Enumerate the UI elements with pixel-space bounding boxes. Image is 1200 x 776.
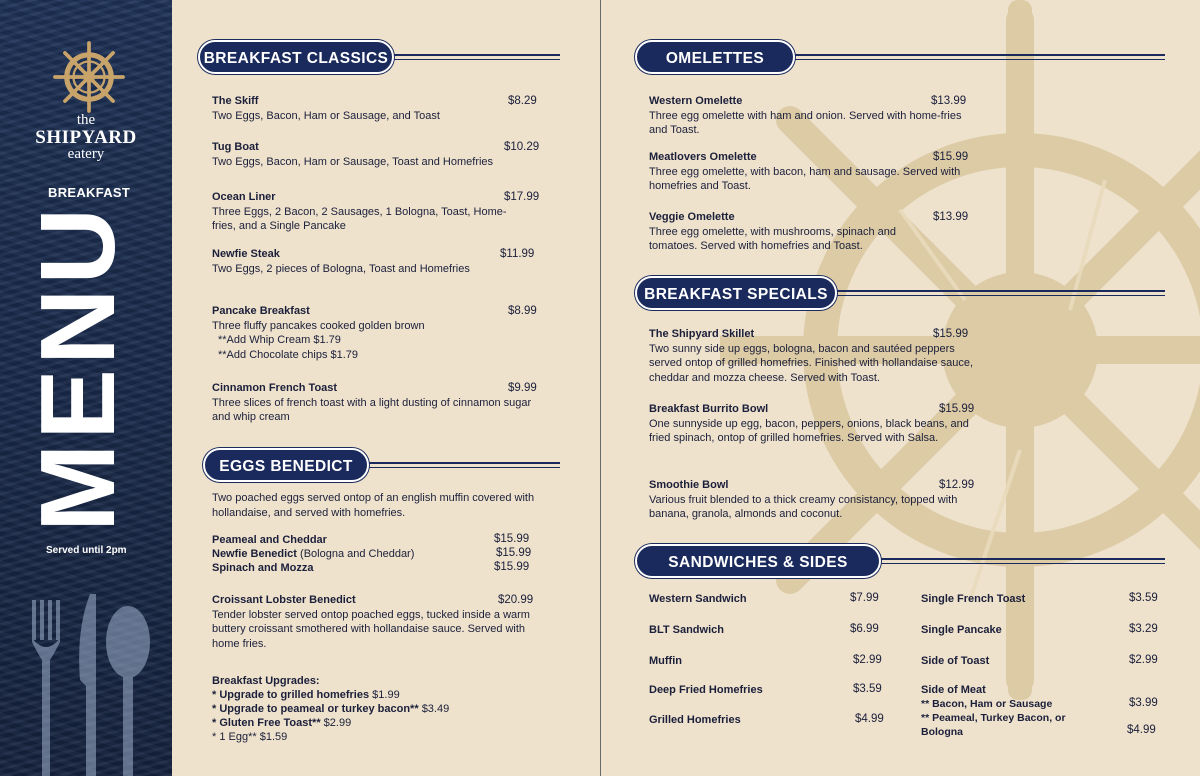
upgrade-line [212, 702, 552, 717]
section-header-omelettes [635, 40, 1165, 74]
menu-item [212, 304, 542, 362]
item-price: $17.99 [504, 191, 540, 203]
item-description: Tender lobster served ontop poached eggs, tucked inside a warm buttery croissant smothered with hollandaise sauce. Served with home fries. [212, 608, 530, 650]
section-title: BREAKFAST CLASSICS [198, 40, 394, 74]
logo-text-name: SHIPYARD [35, 127, 137, 148]
upgrade-label: * Upgrade to grilled homefries [212, 689, 370, 701]
item-name: The Shipyard Skillet [649, 328, 755, 340]
menu-item [212, 593, 542, 651]
upgrade-label: * Gluten Free Toast** [212, 717, 321, 729]
item-description: Two sunny side up eggs, bologna, bacon and sautéed peppers served ontop of grilled homefries. Finished with hollandaise sauce, cheddar and mozza cheese. Served with Toast. [649, 342, 974, 384]
side-of-meat-option: Bologna [921, 726, 963, 738]
menu-item [212, 190, 542, 234]
side-item-price: $6.99 [850, 623, 879, 635]
side-item-name: Western Sandwich [649, 593, 747, 605]
benedict-item-price: $15.99 [496, 547, 532, 559]
item-price: $11.99 [500, 248, 535, 260]
benedict-item-name: Newfie Benedict [212, 548, 297, 560]
menu-item [649, 94, 979, 138]
upgrade-price: $2.99 [323, 717, 352, 729]
item-price: $15.99 [933, 151, 969, 163]
served-until-note: Served until 2pm [46, 545, 127, 556]
side-item-name: Grilled Homefries [649, 714, 741, 726]
item-price: $10.29 [504, 141, 540, 153]
side-item-price: $3.29 [1129, 623, 1158, 635]
item-price: $20.99 [498, 594, 534, 606]
side-item-price: $3.59 [1129, 592, 1158, 604]
side-item-price: $3.59 [853, 683, 882, 695]
section-header-eggs-benedict [203, 448, 560, 482]
ship-wheel-logo-icon [52, 40, 126, 114]
section-title: BREAKFAST SPECIALS [635, 276, 837, 310]
side-item-price: $4.99 [855, 713, 884, 725]
sidebar [0, 0, 172, 776]
item-name: Ocean Liner [212, 191, 276, 203]
upgrade-label: * 1 Egg** [212, 731, 257, 743]
header-rule [831, 290, 1165, 296]
menu-title: MENU [19, 203, 137, 532]
item-price: $13.99 [931, 95, 967, 107]
upgrade-label: * Upgrade to peameal or turkey bacon** [212, 703, 419, 715]
upgrade-line [212, 730, 552, 745]
item-description: Three Eggs, 2 Bacon, 2 Sausages, 1 Bologna, Toast, Home-fries, and a Single Pancake [212, 205, 507, 232]
section-header-breakfast-classics [198, 40, 560, 74]
item-name: Western Omelette [649, 95, 743, 107]
side-item-price: $2.99 [1129, 654, 1158, 666]
item-name: Pancake Breakfast [212, 305, 310, 317]
benedict-item-name: Peameal and Cheddar [212, 534, 327, 546]
section-title: EGGS BENEDICT [203, 448, 369, 482]
item-description: Two Eggs, 2 pieces of Bologna, Toast and Homefries [212, 262, 470, 275]
side-item-price: $7.99 [850, 592, 879, 604]
cutlery-icon [24, 590, 154, 776]
menu-item [212, 94, 542, 123]
item-price: $12.99 [939, 479, 975, 491]
logo-text-the: the [76, 112, 96, 128]
side-item-price: $2.99 [853, 654, 882, 666]
item-name: Veggie Omelette [649, 211, 735, 223]
sidebar-heading: BREAKFAST [48, 185, 131, 200]
item-price: $8.29 [508, 95, 537, 107]
item-name: Newfie Steak [212, 248, 280, 260]
item-price: $13.99 [933, 211, 969, 223]
menu-item [649, 478, 989, 522]
item-price: $8.99 [508, 305, 537, 317]
item-price: $15.99 [933, 328, 969, 340]
item-name: Tug Boat [212, 141, 259, 153]
item-description: Two Eggs, Bacon, Ham or Sausage, and Toast [212, 109, 440, 122]
side-item-name: Single French Toast [921, 593, 1026, 605]
item-description: Two Eggs, Bacon, Ham or Sausage, Toast and Homefries [212, 155, 494, 168]
item-description: Three fluffy pancakes cooked golden brown [212, 319, 425, 332]
side-item-name: Deep Fried Homefries [649, 684, 763, 696]
menu-item [649, 150, 979, 194]
section-title: OMELETTES [635, 40, 795, 74]
side-item-name: Side of Toast [921, 655, 990, 667]
item-name: Croissant Lobster Benedict [212, 594, 356, 606]
side-item-name: BLT Sandwich [649, 624, 724, 636]
header-rule [789, 54, 1165, 60]
header-rule [384, 54, 560, 60]
item-price: $15.99 [939, 403, 975, 415]
item-addon: **Add Chocolate chips $1.79 [218, 348, 359, 361]
menu-item [649, 210, 979, 254]
benedict-item-row [212, 547, 414, 562]
side-of-meat-title: Side of Meat [921, 684, 986, 696]
menu-item [212, 140, 542, 169]
logo-text-eatery: eatery [67, 146, 105, 162]
side-of-meat-option: ** Peameal, Turkey Bacon, or [921, 712, 1066, 724]
item-name: Smoothie Bowl [649, 479, 729, 491]
benedict-item-price: $15.99 [494, 533, 530, 545]
item-description: Three egg omelette, with bacon, ham and sausage. Served with homefries and Toast. [649, 165, 961, 192]
menu-item [212, 247, 542, 276]
upgrades-title: Breakfast Upgrades: [212, 675, 320, 687]
side-item-name: Muffin [649, 655, 682, 667]
upgrade-price: $1.99 [372, 689, 400, 701]
item-description: Three egg omelette, with mushrooms, spinach and tomatoes. Served with homefries and Toast. [649, 225, 897, 252]
upgrade-price: $3.49 [421, 703, 450, 715]
side-of-meat-option: ** Bacon, Ham or Sausage [921, 698, 1053, 710]
item-price: $9.99 [508, 382, 537, 394]
menu-item [649, 402, 989, 446]
benedict-item-name: Spinach and Mozza [212, 562, 314, 574]
item-name: Meatlovers Omelette [649, 151, 757, 163]
benedict-item-price: $15.99 [494, 561, 530, 573]
upgrade-line [212, 688, 552, 703]
upgrade-line [212, 716, 552, 731]
item-description: Three egg omelette with ham and onion. Served with home-fries and Toast. [649, 109, 962, 136]
item-description: One sunnyside up egg, bacon, peppers, onions, black beans, and fried spinach, ontop of grilled homefries. Served with Salsa. [649, 417, 969, 444]
item-addon: **Add Whip Cream $1.79 [218, 334, 341, 346]
section-title: SANDWICHES & SIDES [635, 544, 881, 578]
section-header-sandwiches-sides [635, 544, 1165, 578]
section-header-breakfast-specials [635, 276, 1165, 310]
side-of-meat-price: $4.99 [1127, 724, 1156, 736]
item-name: Cinnamon French Toast [212, 382, 338, 394]
header-rule [875, 558, 1165, 564]
upgrade-price: $1.59 [259, 731, 288, 743]
side-of-meat-price: $3.99 [1129, 697, 1158, 709]
item-name: Breakfast Burrito Bowl [649, 403, 769, 415]
side-item-name: Single Pancake [921, 624, 1002, 636]
header-rule [363, 462, 560, 468]
item-name: The Skiff [212, 95, 259, 107]
menu-item [212, 381, 542, 425]
benedict-item-note: (Bologna and Cheddar) [300, 548, 415, 560]
menu-item [649, 327, 989, 385]
page-divider [600, 0, 601, 776]
item-description: Various fruit blended to a thick creamy consistancy, topped with banana, granola, almonds and coconut. [649, 493, 958, 520]
item-description: Three slices of french toast with a light dusting of cinnamon sugar and whip cream [212, 396, 532, 423]
benedict-intro: Two poached eggs served ontop of an english muffin covered with hollandaise, and served with homefries. [212, 492, 535, 519]
